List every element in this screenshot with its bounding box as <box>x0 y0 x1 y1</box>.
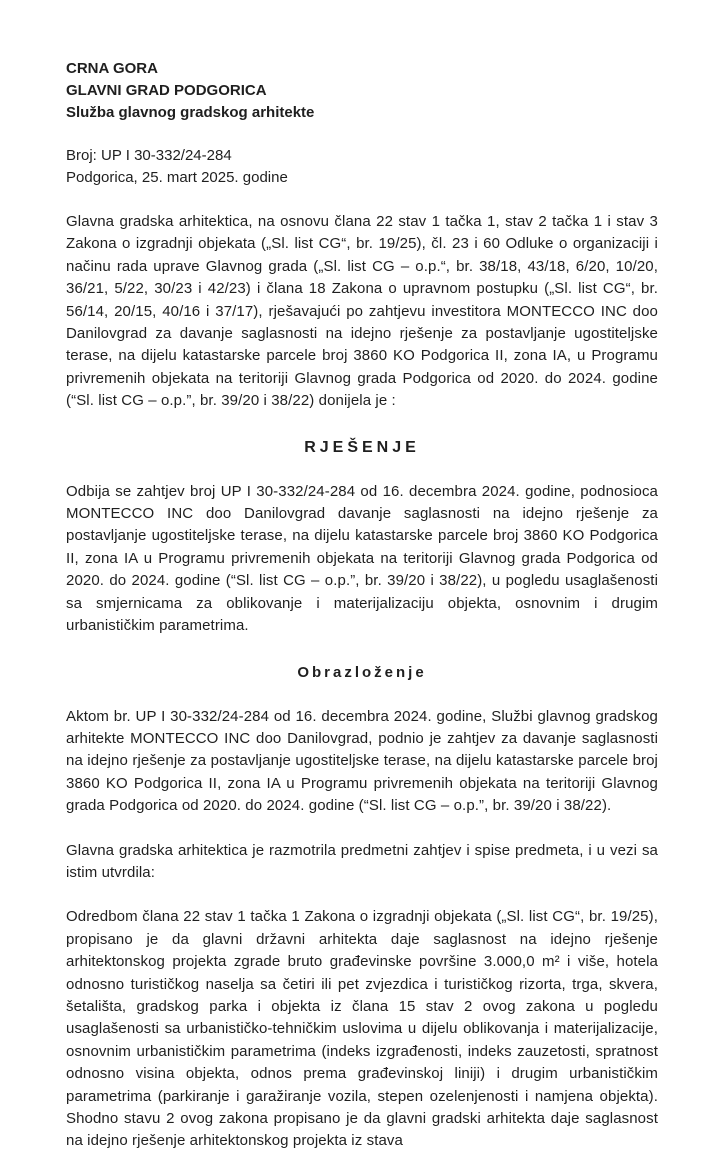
intro-paragraph: Glavna gradska arhitektica, na osnovu člana 22 stav 1 tačka 1, stav 2 tačka 1 i stav 3 Zakona o izgradnji objekata („Sl. list CG“, br. 19/25), čl. 23 i 60 Odluke o organizaciji i načinu rada uprave Glavnog grada („Sl. list CG – o.p.“, br. 38/18, 43/18, 6/20, 10/20, 36/21, 5/22, 30/23 i 42/23) i člana 18 Zakona o upravnom postupku („Sl. list CG“, br. 56/14, 20/15, 40/16 i 37/17), rješavajući po zahtjevu investitora MONTECCO INC doo Danilovgrad za davanje saglasnosti na idejno rješenje za postavljanje ugostiteljske terase, na dijelu katastarske parcele broj 3860 KO Podgorica II, zona IA, u Programu privremenih objekata na teritoriji Glavnog grada Podgorica od 2020. do 2024. godine (“Sl. list CG – o.p.”, br. 39/20 i 38/22) donijela je : <box>66 213 658 410</box>
explanation-heading: Obrazloženje <box>297 663 427 681</box>
letterhead <box>66 58 658 124</box>
explanation-paragraph-1: Aktom br. UP I 30-332/24-284 od 16. decembra 2024. godine, Službi glavnog gradskog arhitekte MONTECCO INC doo Danilovgrad, podnio je zahtjev za davanje saglasnosti na idejno rješenje za postavljanje ugostiteljske terase, na dijelu katastarske parcele broj 3860 KO Podgorica II, zona IA u Programu privremenih objekata na teritoriji Glavnog grada Podgorica od 2020. do 2024. godine (“Sl. list CG – o.p.”, br. 39/20 i 38/22). <box>66 707 658 815</box>
issuer-country: CRNA GORA <box>66 60 158 77</box>
resolution-heading: RJEŠENJE <box>304 438 420 456</box>
reference-block <box>66 145 658 189</box>
issuer-city: GLAVNI GRAD PODGORICA <box>66 82 267 99</box>
explanation-paragraph-2: Glavna gradska arhitektica je razmotrila predmetni zahtjev i spise predmeta, i u vezi sa istim utvrdila: <box>66 841 658 881</box>
issuer-office: Služba glavnog gradskog arhitekte <box>66 104 315 121</box>
place-date: Podgorica, 25. mart 2025. godine <box>66 169 288 186</box>
explanation-paragraph-3: Odredbom člana 22 stav 1 tačka 1 Zakona o izgradnji objekata („Sl. list CG“, br. 19/25), propisano je da glavni državni arhitekta daje saglasnost na idejno rješenje arhitektonskog projekta zgrade bruto građevinske površine 3.000,0 m² i više, hotela odnosno turističkog naselja sa četiri ili pet zvjezdica i turističkog rizorta, trga, skvera, šetališta, gradskog parka i objekta iz člana 15 stav 2 ovog zakona u pogledu usaglašenosti sa urbanističko-tehničkim uslovima u dijelu oblikovanja i materijalizacije, osnovnim urbanističkim parametrima (indeks izgrađenosti, indeks zauzetosti, spratnost odnosno visina objekta, odnos prema građevinskoj liniji) i drugim urbanističkim parametrima (parkiranje i garažiranje vozila, stepen ozelenjenosti i namjena objekta). Shodno stavu 2 ovog zakona propisano je da glavni gradski arhitekta daje saglasnost na idejno rješenje arhitektonskog projekta iz stava <box>66 908 658 1150</box>
resolution-paragraph: Odbija se zahtjev broj UP I 30-332/24-284 od 16. decembra 2024. godine, podnosioca MONTECCO INC doo Danilovgrad davanje saglasnosti na idejno rješenje za postavljanje ugostiteljske terase, na dijelu katastarske parcele broj 3860 KO Podgorica II, zona IA u Programu privremenih objekata na teritoriji Glavnog grada Podgorica od 2020. do 2024. godine (“Sl. list CG – o.p.”, br. 39/20 i 38/22), u pogledu usaglašenosti sa smjernicama za oblikovanje i materijalizaciju objekta, osnovnim i drugim urbanističkim parametrima. <box>66 482 658 635</box>
case-number: Broj: UP I 30-332/24-284 <box>66 147 232 164</box>
